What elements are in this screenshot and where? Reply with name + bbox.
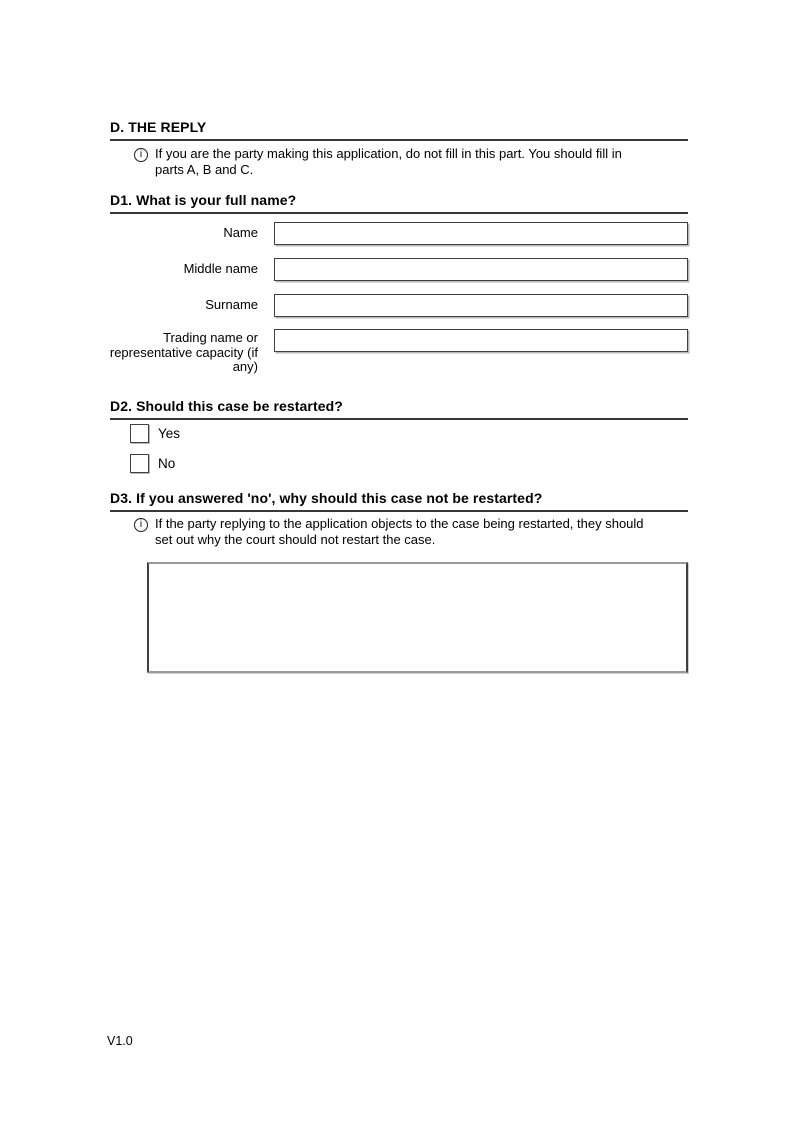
surname-input[interactable] — [274, 294, 688, 317]
info-line: parts A, B and C. — [155, 162, 254, 177]
surname-field-label: Surname — [205, 297, 258, 312]
name-field-label: Name — [223, 225, 258, 240]
no-checkbox-label: No — [158, 456, 176, 471]
section-d-title: D. THE REPLY — [110, 119, 688, 141]
yes-checkbox[interactable] — [130, 424, 149, 443]
section-d3-info — [134, 516, 679, 548]
section-d-info-text — [155, 146, 670, 178]
form-row-name — [110, 222, 688, 246]
trading-name-input[interactable] — [274, 329, 688, 352]
form-row-middle-name — [110, 258, 688, 282]
info-line: set out why the court should not restart the case. — [155, 532, 436, 547]
section-d2-title: D2. Should this case be restarted? — [110, 398, 688, 420]
section-d3-title: D3. If you answered 'no', why should this case not be restarted? — [110, 490, 688, 512]
yes-checkbox-label: Yes — [158, 426, 181, 441]
middle-name-input[interactable] — [274, 258, 688, 281]
info-line: If you are the party making this application, do not fill in this part. You should fill in — [155, 146, 622, 161]
form-row-surname — [110, 294, 688, 318]
middle-name-field-label: Middle name — [183, 261, 258, 276]
restart-objection-textarea[interactable] — [147, 562, 688, 673]
form-version-label: V1.0 — [107, 1034, 133, 1048]
section-d-info — [134, 146, 679, 178]
trading-name-field-label: Trading name or representative capacity (if any) — [109, 330, 258, 374]
info-icon: i — [134, 518, 148, 532]
info-line: If the party replying to the application objects to the case being restarted, they should — [155, 516, 644, 531]
section-d1-title: D1. What is your full name? — [110, 192, 688, 214]
no-checkbox[interactable] — [130, 454, 149, 473]
section-d3-info-text — [155, 516, 670, 548]
form-row-trading-name — [109, 329, 688, 374]
info-icon: i — [134, 148, 148, 162]
name-input[interactable] — [274, 222, 688, 245]
